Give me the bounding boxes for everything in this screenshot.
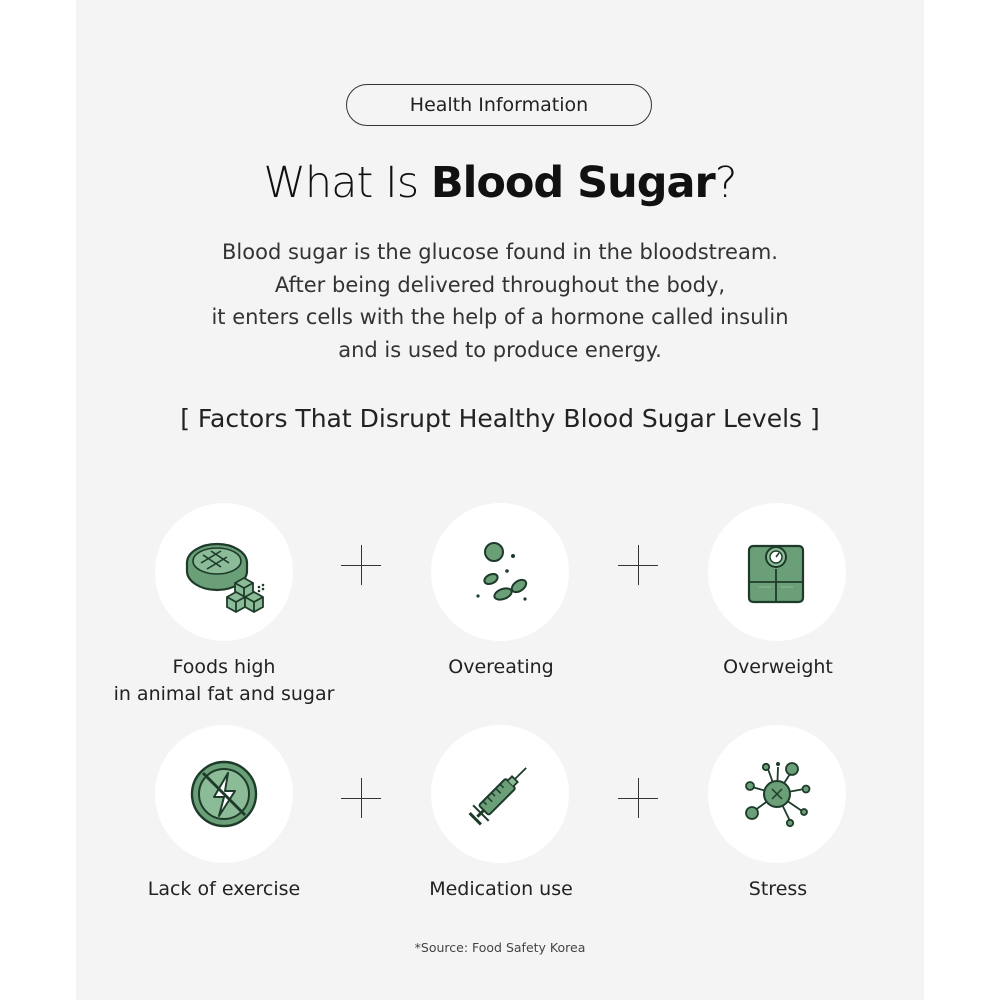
title-bold: Blood Sugar [430, 158, 715, 208]
factor-circle-medication [431, 725, 569, 863]
factor-label-stress [658, 876, 898, 903]
meat-sugar-icon [179, 527, 269, 617]
description-line: and is used to produce energy. [338, 337, 662, 362]
description-line: After being delivered throughout the body, [274, 272, 726, 297]
factor-label-foods [104, 654, 344, 708]
factor-circle-foods [155, 503, 293, 641]
plus-icon [618, 545, 658, 585]
factor-label-line: in animal fat and sugar [113, 683, 335, 705]
title-prefix: What Is [263, 158, 431, 208]
plus-icon [341, 545, 381, 585]
syringe-icon [455, 749, 545, 839]
source-note: *Source: Food Safety Korea [414, 940, 586, 955]
health-information-badge: Health Information [346, 84, 652, 126]
page-title [76, 158, 924, 208]
factor-circle-stress [708, 725, 846, 863]
factor-label-line: Overeating [448, 656, 554, 678]
factor-label-line: Overweight [723, 656, 833, 678]
factors-heading: [ Factors That Disrupt Healthy Blood Sugar Levels ] [180, 404, 820, 433]
no-energy-icon [179, 749, 269, 839]
plus-icon [341, 778, 381, 818]
factor-label-overeating [381, 654, 621, 681]
virus-icon [732, 749, 822, 839]
description-line: Blood sugar is the glucose found in the bloodstream. [222, 240, 778, 264]
info-panel [76, 0, 924, 1000]
title-suffix: ? [714, 158, 737, 208]
description [76, 236, 924, 366]
overeating-icon [455, 527, 545, 617]
factor-circle-overweight [708, 503, 846, 641]
factor-label-line: Foods high [172, 656, 276, 678]
description-line: it enters cells with the help of a hormone called insulin [211, 305, 789, 329]
scale-icon [732, 527, 822, 617]
factor-label-medication [381, 876, 621, 903]
factor-label-overweight [658, 654, 898, 681]
factor-label-exercise [104, 876, 344, 903]
plus-icon [618, 778, 658, 818]
factor-label-line: Medication use [429, 878, 573, 900]
factor-circle-overeating [431, 503, 569, 641]
factor-circle-exercise [155, 725, 293, 863]
factor-label-line: Lack of exercise [147, 878, 301, 900]
factor-label-line: Stress [748, 878, 808, 900]
